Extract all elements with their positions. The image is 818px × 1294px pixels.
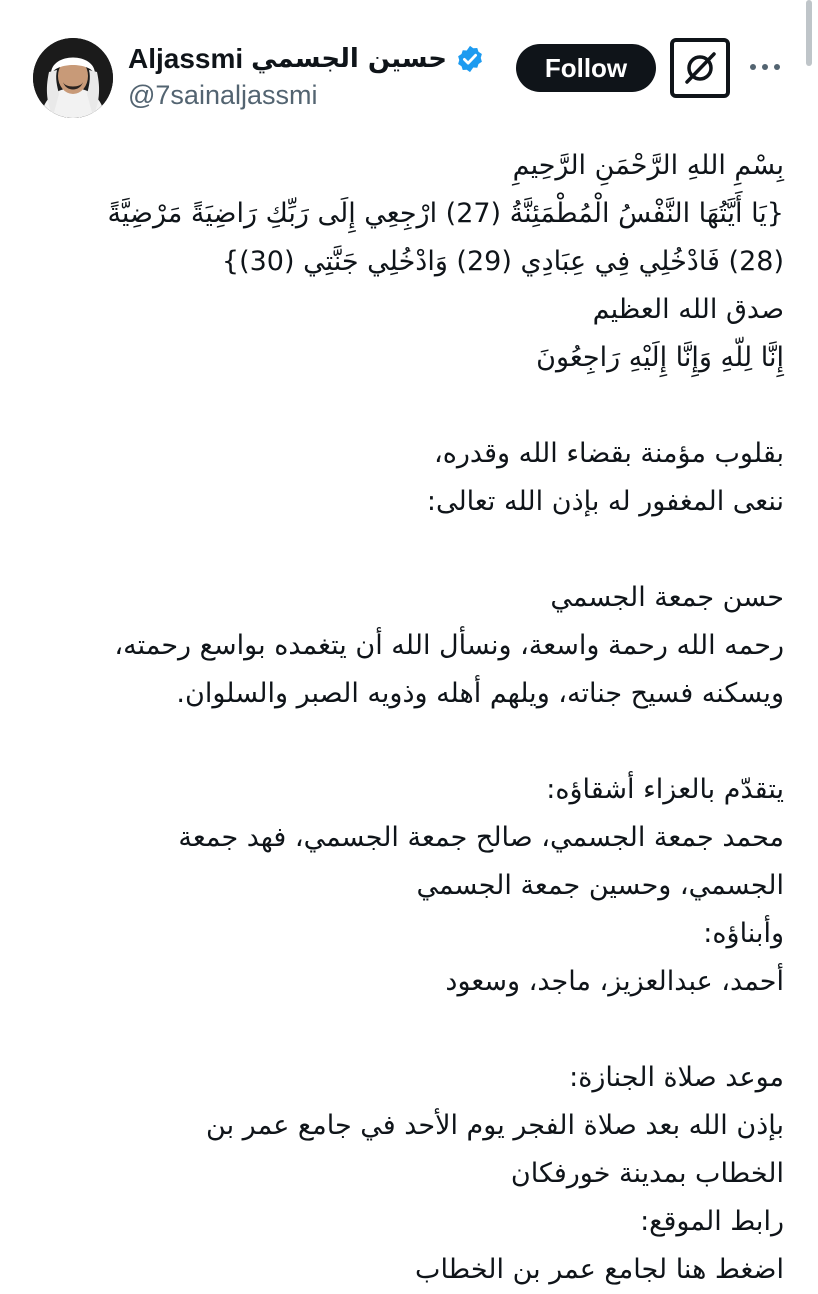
- tweet-line: موعد صلاة الجنازة:: [569, 1062, 784, 1093]
- grok-button[interactable]: [670, 38, 730, 98]
- avatar[interactable]: [33, 38, 113, 118]
- follow-button[interactable]: Follow: [516, 44, 656, 92]
- grok-icon: [681, 49, 719, 87]
- tweet-line: الخطاب بمدينة خورفكان: [510, 1158, 784, 1189]
- tweet-text: [24, 142, 784, 1294]
- scrollbar[interactable]: [806, 0, 812, 66]
- tweet-line: الجسمي، وحسين جمعة الجسمي: [416, 870, 784, 901]
- tweet-line: أحمد، عبدالعزيز، ماجد، وسعود: [445, 966, 784, 997]
- tweet-line: بقلوب مؤمنة بقضاء الله وقدره،: [434, 438, 784, 469]
- tweet-line: صدق الله العظيم: [592, 294, 784, 325]
- tweet-line: يتقدّم بالعزاء أشقاؤه:: [546, 774, 784, 805]
- tweet-line: وأبناؤه:: [703, 918, 784, 949]
- tweet-line: {يَا أَيَّتُهَا النَّفْسُ الْمُطْمَئِنَّةُ (27) ارْجِعِي إِلَى رَبِّكِ رَاضِيَةً مَرْضِيَّةً: [107, 198, 784, 229]
- paragraph-break: [24, 1006, 784, 1054]
- tweet-line: ويسكنه فسيح جناته، ويلهم أهله وذويه الصبر والسلوان.: [176, 678, 784, 709]
- tweet-line: رابط الموقع:: [640, 1206, 784, 1237]
- verified-badge-icon: [455, 44, 485, 74]
- mosque-location-link[interactable]: اضغط هنا لجامع عمر بن الخطاب: [415, 1254, 784, 1285]
- paragraph-break: [24, 526, 784, 574]
- display-name-latin: Aljassmi: [128, 43, 244, 74]
- paragraph-break: [24, 382, 784, 430]
- tweet-line: بإذن الله بعد صلاة الفجر يوم الأحد في جامع عمر بن: [206, 1110, 784, 1141]
- more-options-icon[interactable]: [746, 52, 784, 82]
- tweet-line: بِسْمِ اللهِ الرَّحْمَنِ الرَّحِيمِ: [512, 150, 784, 181]
- tweet-line: محمد جمعة الجسمي، صالح جمعة الجسمي، فهد جمعة: [178, 822, 784, 853]
- paragraph-break: [24, 718, 784, 766]
- tweet-line: ننعى المغفور له بإذن الله تعالى:: [426, 486, 784, 517]
- tweet-header: [0, 0, 818, 130]
- user-handle[interactable]: @7sainaljassmi: [128, 80, 318, 110]
- tweet-line: حسن جمعة الجسمي: [550, 582, 784, 613]
- tweet-line: إِنَّا لِلّهِ وَإِنَّا إِلَيْهِ رَاجِعُونَ: [536, 342, 784, 373]
- tweet-line: (28) فَادْخُلِي فِي عِبَادِي (29) وَادْخُلِي جَنَّتِي (30)}: [221, 246, 784, 277]
- tweet-line: رحمه الله رحمة واسعة، ونسأل الله أن يتغمده بواسع رحمته،: [114, 630, 784, 661]
- avatar-image: [33, 38, 113, 118]
- display-name[interactable]: [128, 40, 485, 78]
- display-name-arabic: حسين الجسمي: [251, 44, 448, 74]
